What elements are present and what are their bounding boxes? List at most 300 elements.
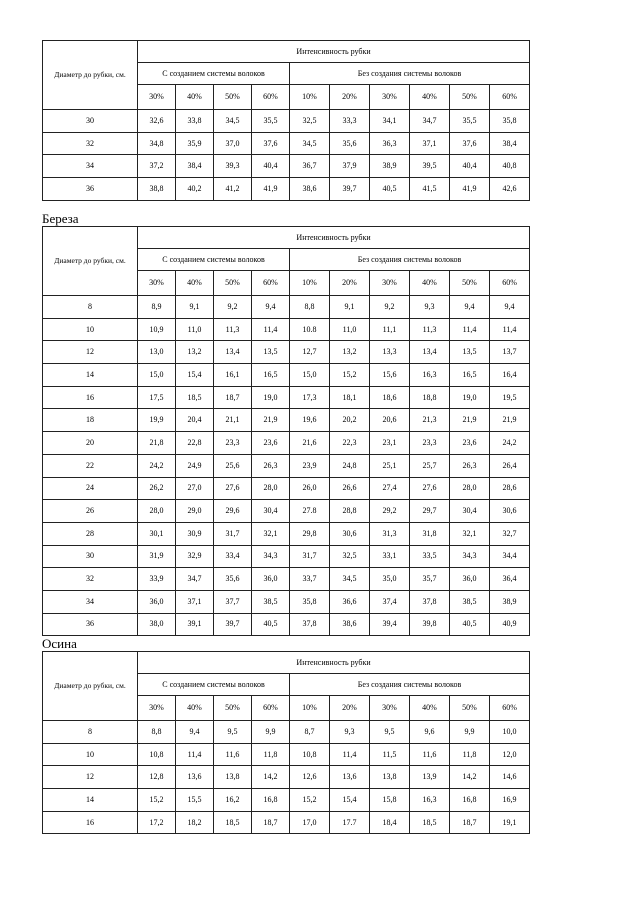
- without-percent-header: 40%: [410, 85, 450, 110]
- value-cell: 17,0: [290, 811, 330, 834]
- value-cell: 19,1: [490, 811, 530, 834]
- value-cell: 30,6: [330, 522, 370, 545]
- value-cell: 10,8: [290, 743, 330, 766]
- value-cell: 36,3: [370, 132, 410, 155]
- value-cell: 35,8: [490, 110, 530, 133]
- value-cell: 38,6: [290, 178, 330, 201]
- value-cell: 16,3: [410, 789, 450, 812]
- value-cell: 16,8: [450, 789, 490, 812]
- value-cell: 21,9: [252, 409, 290, 432]
- value-cell: 11,4: [450, 318, 490, 341]
- value-cell: 39,1: [176, 613, 214, 636]
- value-cell: 36,0: [252, 568, 290, 591]
- value-cell: 41,9: [252, 178, 290, 201]
- value-cell: 12,0: [490, 743, 530, 766]
- value-cell: 9,9: [450, 721, 490, 744]
- value-cell: 37,7: [214, 590, 252, 613]
- with-percent-header: 30%: [138, 85, 176, 110]
- table-row: [43, 721, 530, 744]
- value-cell: 38,4: [176, 155, 214, 178]
- diameter-cell: 30: [43, 110, 138, 133]
- value-cell: 18,1: [330, 386, 370, 409]
- without-percent-header: 20%: [330, 85, 370, 110]
- value-cell: 40,5: [252, 613, 290, 636]
- value-cell: 39,4: [370, 613, 410, 636]
- value-cell: 12,8: [138, 766, 176, 789]
- value-cell: 28,0: [450, 477, 490, 500]
- value-cell: 26,4: [490, 454, 530, 477]
- value-cell: 34,8: [138, 132, 176, 155]
- value-cell: 33,9: [138, 568, 176, 591]
- table-row: [43, 432, 530, 455]
- value-cell: 40,4: [252, 155, 290, 178]
- value-cell: 15,6: [370, 364, 410, 387]
- table-row: [43, 178, 530, 201]
- value-cell: 19,5: [490, 386, 530, 409]
- table-row: [43, 789, 530, 812]
- diameter-cell: 8: [43, 721, 138, 744]
- birch-table: [42, 226, 530, 636]
- with-percent-header: 40%: [176, 85, 214, 110]
- value-cell: 36,4: [490, 568, 530, 591]
- table-row: [43, 477, 530, 500]
- value-cell: 9,6: [410, 721, 450, 744]
- value-cell: 20,2: [330, 409, 370, 432]
- table-row: [43, 613, 530, 636]
- with-percent-header: 30%: [138, 271, 176, 296]
- table-row: [43, 811, 530, 834]
- value-cell: 9,4: [490, 296, 530, 319]
- value-cell: 11,0: [330, 318, 370, 341]
- value-cell: 11,8: [450, 743, 490, 766]
- table-row: [43, 454, 530, 477]
- table-row: [43, 409, 530, 432]
- value-cell: 33,1: [370, 545, 410, 568]
- value-cell: 35,6: [330, 132, 370, 155]
- value-cell: 15,4: [176, 364, 214, 387]
- value-cell: 35,8: [290, 590, 330, 613]
- without-system-header: Без создания системы волоков: [290, 674, 530, 696]
- value-cell: 29,0: [176, 500, 214, 523]
- value-cell: 13,8: [214, 766, 252, 789]
- diameter-cell: 16: [43, 811, 138, 834]
- value-cell: 34,5: [330, 568, 370, 591]
- diameter-cell: 16: [43, 386, 138, 409]
- value-cell: 34,4: [490, 545, 530, 568]
- value-cell: 13,6: [330, 766, 370, 789]
- value-cell: 15,0: [138, 364, 176, 387]
- table-row: [43, 500, 530, 523]
- value-cell: 30,6: [490, 500, 530, 523]
- value-cell: 37,8: [290, 613, 330, 636]
- value-cell: 34,1: [370, 110, 410, 133]
- value-cell: 16,9: [490, 789, 530, 812]
- value-cell: 21,1: [214, 409, 252, 432]
- value-cell: 18,4: [370, 811, 410, 834]
- value-cell: 34,3: [450, 545, 490, 568]
- without-percent-header: 30%: [370, 85, 410, 110]
- value-cell: 30,9: [176, 522, 214, 545]
- value-cell: 31,9: [138, 545, 176, 568]
- value-cell: 9,4: [176, 721, 214, 744]
- table-row: [43, 110, 530, 133]
- diameter-cell: 36: [43, 613, 138, 636]
- with-percent-header: 60%: [252, 271, 290, 296]
- value-cell: 33,4: [214, 545, 252, 568]
- value-cell: 31,7: [214, 522, 252, 545]
- value-cell: 22,3: [330, 432, 370, 455]
- value-cell: 29,8: [290, 522, 330, 545]
- value-cell: 13,0: [138, 341, 176, 364]
- table-row: [43, 743, 530, 766]
- value-cell: 24,9: [176, 454, 214, 477]
- value-cell: 19,9: [138, 409, 176, 432]
- value-cell: 9,4: [252, 296, 290, 319]
- value-cell: 37,0: [214, 132, 252, 155]
- value-cell: 23,6: [252, 432, 290, 455]
- value-cell: 9,5: [370, 721, 410, 744]
- value-cell: 39,8: [410, 613, 450, 636]
- without-percent-header: 50%: [450, 271, 490, 296]
- value-cell: 18,5: [176, 386, 214, 409]
- value-cell: 15,5: [176, 789, 214, 812]
- value-cell: 27,6: [214, 477, 252, 500]
- value-cell: 13,2: [176, 341, 214, 364]
- value-cell: 32,5: [330, 545, 370, 568]
- value-cell: 41,2: [214, 178, 252, 201]
- value-cell: 30,1: [138, 522, 176, 545]
- table-row: [43, 766, 530, 789]
- with-system-header: С созданием системы волоков: [138, 249, 290, 271]
- value-cell: 13,5: [252, 341, 290, 364]
- value-cell: 26,2: [138, 477, 176, 500]
- value-cell: 29,2: [370, 500, 410, 523]
- header-row-intensity: [43, 227, 530, 249]
- diameter-cell: 34: [43, 590, 138, 613]
- table-row: [43, 296, 530, 319]
- value-cell: 32,5: [290, 110, 330, 133]
- value-cell: 9,3: [410, 296, 450, 319]
- value-cell: 11,6: [410, 743, 450, 766]
- diameter-cell: 36: [43, 178, 138, 201]
- diameter-header: Диаметр до рубки, см.: [43, 652, 138, 721]
- value-cell: 41,5: [410, 178, 450, 201]
- value-cell: 11,0: [176, 318, 214, 341]
- value-cell: 16,8: [252, 789, 290, 812]
- section-title-birch: Береза: [42, 211, 79, 226]
- value-cell: 19,6: [290, 409, 330, 432]
- pine-table: [42, 40, 530, 201]
- value-cell: 11,3: [410, 318, 450, 341]
- header-row-intensity: [43, 652, 530, 674]
- value-cell: 38,5: [450, 590, 490, 613]
- with-percent-header: 60%: [252, 696, 290, 721]
- value-cell: 32,7: [490, 522, 530, 545]
- value-cell: 28,0: [138, 500, 176, 523]
- value-cell: 23,1: [370, 432, 410, 455]
- value-cell: 17,5: [138, 386, 176, 409]
- diameter-cell: 26: [43, 500, 138, 523]
- value-cell: 36,6: [330, 590, 370, 613]
- value-cell: 37,1: [410, 132, 450, 155]
- with-percent-header: 50%: [214, 696, 252, 721]
- value-cell: 35,7: [410, 568, 450, 591]
- without-percent-header: 10%: [290, 85, 330, 110]
- diameter-header: Диаметр до рубки, см.: [43, 41, 138, 110]
- value-cell: 11,4: [330, 743, 370, 766]
- value-cell: 15,2: [290, 789, 330, 812]
- diameter-cell: 18: [43, 409, 138, 432]
- intensity-header: Интенсивность рубки: [138, 227, 530, 249]
- value-cell: 27,4: [370, 477, 410, 500]
- value-cell: 37,1: [176, 590, 214, 613]
- value-cell: 37,8: [410, 590, 450, 613]
- value-cell: 34,7: [176, 568, 214, 591]
- table-row: [43, 341, 530, 364]
- value-cell: 21,6: [290, 432, 330, 455]
- value-cell: 26,6: [330, 477, 370, 500]
- aspen-table: [42, 651, 530, 834]
- value-cell: 9,5: [214, 721, 252, 744]
- value-cell: 32,9: [176, 545, 214, 568]
- value-cell: 21,3: [410, 409, 450, 432]
- diameter-cell: 34: [43, 155, 138, 178]
- diameter-cell: 12: [43, 766, 138, 789]
- diameter-header: Диаметр до рубки, см.: [43, 227, 138, 296]
- table-row: [43, 568, 530, 591]
- value-cell: 38,0: [138, 613, 176, 636]
- value-cell: 19,0: [252, 386, 290, 409]
- table-row: [43, 318, 530, 341]
- value-cell: 31,8: [410, 522, 450, 545]
- value-cell: 18,2: [176, 811, 214, 834]
- value-cell: 10.8: [290, 318, 330, 341]
- value-cell: 36,0: [450, 568, 490, 591]
- table-row: [43, 132, 530, 155]
- value-cell: 25,7: [410, 454, 450, 477]
- value-cell: 19,0: [450, 386, 490, 409]
- value-cell: 18,6: [370, 386, 410, 409]
- without-percent-header: 40%: [410, 696, 450, 721]
- value-cell: 40,9: [490, 613, 530, 636]
- value-cell: 39,5: [410, 155, 450, 178]
- value-cell: 18,7: [214, 386, 252, 409]
- value-cell: 30,4: [252, 500, 290, 523]
- with-percent-header: 40%: [176, 696, 214, 721]
- value-cell: 35,0: [370, 568, 410, 591]
- value-cell: 40,5: [450, 613, 490, 636]
- value-cell: 38,4: [490, 132, 530, 155]
- without-percent-header: 30%: [370, 271, 410, 296]
- value-cell: 37,9: [330, 155, 370, 178]
- without-percent-header: 60%: [490, 696, 530, 721]
- value-cell: 39,7: [330, 178, 370, 201]
- value-cell: 11,4: [490, 318, 530, 341]
- value-cell: 38,8: [138, 178, 176, 201]
- diameter-cell: 20: [43, 432, 138, 455]
- value-cell: 23,6: [450, 432, 490, 455]
- value-cell: 39,7: [214, 613, 252, 636]
- value-cell: 40,5: [370, 178, 410, 201]
- value-cell: 35,5: [252, 110, 290, 133]
- value-cell: 24,2: [138, 454, 176, 477]
- diameter-cell: 10: [43, 743, 138, 766]
- with-system-header: С созданием системы волоков: [138, 674, 290, 696]
- value-cell: 20,6: [370, 409, 410, 432]
- value-cell: 35,5: [450, 110, 490, 133]
- value-cell: 16,5: [450, 364, 490, 387]
- with-percent-header: 50%: [214, 271, 252, 296]
- value-cell: 26,0: [290, 477, 330, 500]
- without-percent-header: 60%: [490, 271, 530, 296]
- value-cell: 27.8: [290, 500, 330, 523]
- value-cell: 13,4: [214, 341, 252, 364]
- value-cell: 29,7: [410, 500, 450, 523]
- table-row: [43, 590, 530, 613]
- value-cell: 15,8: [370, 789, 410, 812]
- value-cell: 16,2: [214, 789, 252, 812]
- without-percent-header: 20%: [330, 696, 370, 721]
- without-system-header: Без создания системы волоков: [290, 63, 530, 85]
- value-cell: 28,8: [330, 500, 370, 523]
- value-cell: 13,5: [450, 341, 490, 364]
- value-cell: 23,3: [214, 432, 252, 455]
- value-cell: 17.7: [330, 811, 370, 834]
- with-percent-header: 60%: [252, 85, 290, 110]
- diameter-cell: 24: [43, 477, 138, 500]
- value-cell: 36,0: [138, 590, 176, 613]
- value-cell: 18,8: [410, 386, 450, 409]
- without-percent-header: 20%: [330, 271, 370, 296]
- value-cell: 20,4: [176, 409, 214, 432]
- value-cell: 11,1: [370, 318, 410, 341]
- without-percent-header: 50%: [450, 696, 490, 721]
- value-cell: 31,7: [290, 545, 330, 568]
- value-cell: 25,1: [370, 454, 410, 477]
- table-row: [43, 386, 530, 409]
- value-cell: 12,7: [290, 341, 330, 364]
- value-cell: 9,4: [450, 296, 490, 319]
- value-cell: 9,1: [176, 296, 214, 319]
- value-cell: 9,3: [330, 721, 370, 744]
- table-row: [43, 364, 530, 387]
- value-cell: 13,4: [410, 341, 450, 364]
- value-cell: 18,5: [410, 811, 450, 834]
- value-cell: 29,6: [214, 500, 252, 523]
- value-cell: 22,8: [176, 432, 214, 455]
- without-system-header: Без создания системы волоков: [290, 249, 530, 271]
- diameter-cell: 14: [43, 364, 138, 387]
- value-cell: 18,5: [214, 811, 252, 834]
- without-percent-header: 40%: [410, 271, 450, 296]
- diameter-cell: 30: [43, 545, 138, 568]
- value-cell: 37,6: [450, 132, 490, 155]
- value-cell: 24,2: [490, 432, 530, 455]
- value-cell: 11,4: [252, 318, 290, 341]
- value-cell: 21,8: [138, 432, 176, 455]
- value-cell: 21,9: [490, 409, 530, 432]
- value-cell: 24,8: [330, 454, 370, 477]
- value-cell: 11,6: [214, 743, 252, 766]
- table-row: [43, 155, 530, 178]
- value-cell: 38,5: [252, 590, 290, 613]
- value-cell: 32,1: [450, 522, 490, 545]
- value-cell: 18,7: [252, 811, 290, 834]
- value-cell: 9,2: [214, 296, 252, 319]
- value-cell: 26,3: [252, 454, 290, 477]
- value-cell: 34,5: [290, 132, 330, 155]
- value-cell: 32,6: [138, 110, 176, 133]
- value-cell: 33,7: [290, 568, 330, 591]
- without-percent-header: 60%: [490, 85, 530, 110]
- without-percent-header: 50%: [450, 85, 490, 110]
- value-cell: 15,0: [290, 364, 330, 387]
- value-cell: 11,3: [214, 318, 252, 341]
- value-cell: 34,3: [252, 545, 290, 568]
- value-cell: 34,7: [410, 110, 450, 133]
- diameter-cell: 22: [43, 454, 138, 477]
- value-cell: 33,8: [176, 110, 214, 133]
- value-cell: 9,9: [252, 721, 290, 744]
- value-cell: 37,4: [370, 590, 410, 613]
- value-cell: 40,2: [176, 178, 214, 201]
- with-percent-header: 40%: [176, 271, 214, 296]
- value-cell: 9,1: [330, 296, 370, 319]
- value-cell: 33,3: [330, 110, 370, 133]
- value-cell: 37,2: [138, 155, 176, 178]
- value-cell: 23,9: [290, 454, 330, 477]
- table-row: [43, 545, 530, 568]
- value-cell: 8,7: [290, 721, 330, 744]
- value-cell: 31,3: [370, 522, 410, 545]
- header-row-intensity: [43, 41, 530, 63]
- value-cell: 21,9: [450, 409, 490, 432]
- value-cell: 40,4: [450, 155, 490, 178]
- diameter-cell: 14: [43, 789, 138, 812]
- value-cell: 35,9: [176, 132, 214, 155]
- value-cell: 27,0: [176, 477, 214, 500]
- value-cell: 16,4: [490, 364, 530, 387]
- value-cell: 13,2: [330, 341, 370, 364]
- value-cell: 13,7: [490, 341, 530, 364]
- value-cell: 42,6: [490, 178, 530, 201]
- value-cell: 35,6: [214, 568, 252, 591]
- value-cell: 16,3: [410, 364, 450, 387]
- table-row: [43, 522, 530, 545]
- diameter-cell: 8: [43, 296, 138, 319]
- value-cell: 30,4: [450, 500, 490, 523]
- value-cell: 25,6: [214, 454, 252, 477]
- value-cell: 26,3: [450, 454, 490, 477]
- with-percent-header: 50%: [214, 85, 252, 110]
- value-cell: 18,7: [450, 811, 490, 834]
- without-percent-header: 10%: [290, 696, 330, 721]
- with-percent-header: 30%: [138, 696, 176, 721]
- with-system-header: С созданием системы волоков: [138, 63, 290, 85]
- value-cell: 8,8: [138, 721, 176, 744]
- value-cell: 38,6: [330, 613, 370, 636]
- value-cell: 15,2: [138, 789, 176, 812]
- value-cell: 8,9: [138, 296, 176, 319]
- value-cell: 15,4: [330, 789, 370, 812]
- value-cell: 13,8: [370, 766, 410, 789]
- value-cell: 13,6: [176, 766, 214, 789]
- value-cell: 14,2: [450, 766, 490, 789]
- value-cell: 23,3: [410, 432, 450, 455]
- value-cell: 33,5: [410, 545, 450, 568]
- value-cell: 14,6: [490, 766, 530, 789]
- value-cell: 32,1: [252, 522, 290, 545]
